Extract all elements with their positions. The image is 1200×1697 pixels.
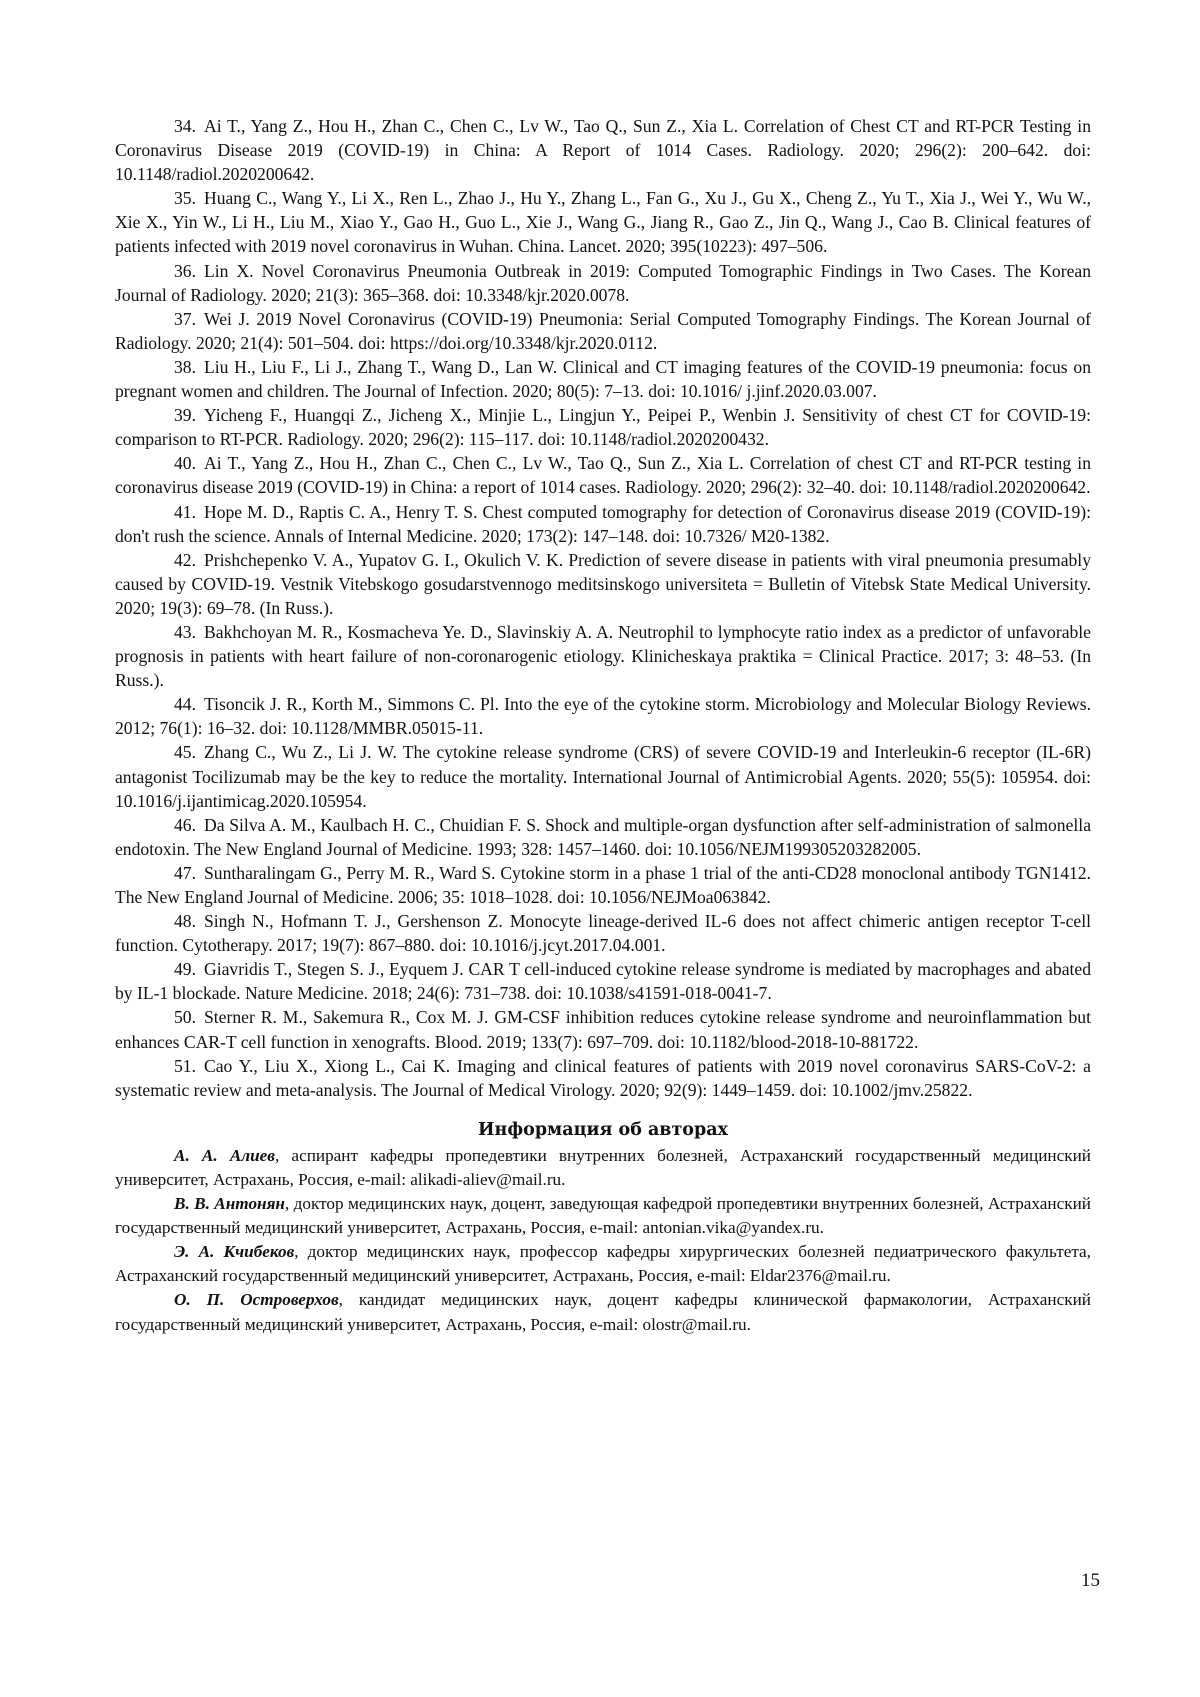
- reference-item: [115, 548, 1091, 620]
- reference-number: 37.: [174, 308, 196, 329]
- reference-list: [115, 114, 1091, 1102]
- reference-item: [115, 620, 1091, 692]
- reference-text: Singh N., Hofmann T. J., Gershenson Z. Monocyte lineage-derived IL-6 does not affect chimeric antigen receptor T-cell function. Cytotherapy. 2017; 19(7): 867–880. doi: 10.1016/j.jcyt.2017.04.001.: [115, 911, 1091, 956]
- author-details: , кандидат медицинских наук, доцент кафедры клинической фармакологии, Астраханский государственный медицинский университет, Астрахань, Россия, e-mail: olostr@mail.ru.: [115, 1290, 1091, 1334]
- reference-number: 46.: [174, 814, 196, 835]
- reference-text: Ai T., Yang Z., Hou H., Zhan C., Chen C., Lv W., Tao Q., Sun Z., Xia L. Correlation of chest CT and RT-PCR testing in coronavirus disease 2019 (COVID-19) in China: a report of 1014 cases. Radiology. 2020; 296(2): 32–40. doi: 10.1148/radiol.2020200642.: [115, 453, 1091, 498]
- reference-text: Ai T., Yang Z., Hou H., Zhan C., Chen C., Lv W., Tao Q., Sun Z., Xia L. Correlation of Chest CT and RT-PCR Testing in Coronavirus Disease 2019 (COVID-19) in China: A Report of 1014 Cases. Radiology. 2020; 296(2): 200–642. doi: 10.1148/radiol.2020200642.: [115, 116, 1091, 185]
- author-details: , доктор медицинских наук, доцент, заведующая кафедрой пропедевтики внутренних болезней, Астраханский государственный медицинский университет, Астрахань, Россия, e-mail: antonian.vika@yandex.ru.: [115, 1194, 1092, 1238]
- reference-item: [115, 403, 1091, 451]
- authors-heading: Информация об авторах: [478, 1119, 728, 1140]
- reference-item: [115, 1054, 1091, 1102]
- reference-item: [115, 957, 1091, 1005]
- reference-number: 38.: [174, 356, 196, 377]
- page-content: [115, 114, 1091, 1337]
- reference-item: [115, 307, 1091, 355]
- author-item: [115, 1192, 1091, 1240]
- author-name: А. А. Алиев: [174, 1145, 275, 1165]
- author-name: Э. А. Кчибеков: [174, 1242, 295, 1262]
- reference-number: 48.: [174, 911, 196, 932]
- page-number: 15: [1081, 1570, 1100, 1591]
- reference-item: [115, 909, 1091, 957]
- reference-item: [115, 186, 1091, 258]
- reference-item: [115, 451, 1091, 499]
- reference-number: 42.: [174, 549, 196, 570]
- reference-number: 49.: [174, 959, 196, 980]
- reference-item: [115, 692, 1091, 740]
- author-name: В. В. Антонян: [174, 1194, 285, 1214]
- reference-number: 36.: [174, 260, 196, 281]
- author-item: [115, 1240, 1091, 1288]
- reference-text: Liu H., Liu F., Li J., Zhang T., Wang D., Lan W. Clinical and CT imaging features of the COVID-19 pneumonia: focus on pregnant women and children. The Journal of Infection. 2020; 80(5): 7–13. doi: 10.1016/ j.jinf.2020.03.007.: [115, 356, 1091, 402]
- reference-text: Prishchepenko V. A., Yupatov G. I., Okulich V. K. Prediction of severe disease in patients with viral pneumonia presumably caused by COVID-19. Vestnik Vitebskogo gosudarstvennogo meditsinskogo universiteta = Bulletin of Vitebsk State Medical University. 2020; 19(3): 69–78. (In Russ.).: [115, 549, 1091, 618]
- reference-text: Hope M. D., Raptis C. A., Henry T. S. Chest computed tomography for detection of Coronavirus disease 2019 (COVID-19): don't rush the science. Annals of Internal Medicine. 2020; 173(2): 147–148. doi: 10.7326/ M20-1382.: [115, 501, 1091, 546]
- reference-number: 35.: [174, 188, 196, 209]
- reference-item: [115, 861, 1091, 909]
- reference-text: Tisoncik J. R., Korth M., Simmons C. Pl. Into the eye of the cytokine storm. Microbiology and Molecular Biology Reviews. 2012; 76(1): 16–32. doi: 10.1128/MMBR.05015-11.: [115, 694, 1091, 739]
- reference-number: 50.: [174, 1007, 196, 1028]
- reference-number: 40.: [174, 453, 196, 474]
- reference-item: [115, 114, 1091, 186]
- reference-text: Da Silva A. M., Kaulbach H. C., Chuidian F. S. Shock and multiple-organ dysfunction after self-administration of salmonella endotoxin. The New England Journal of Medicine. 1993; 328: 1457–1460. doi: 10.1056/NEJM199305203282005.: [115, 814, 1091, 859]
- author-details: , аспирант кафедры пропедевтики внутренних болезней, Астраханский государственный медицинский университет, Астрахань, Россия, e-mail: alikadi-aliev@mail.ru.: [115, 1145, 1091, 1189]
- reference-text: Giavridis T., Stegen S. J., Eyquem J. CAR T cell-induced cytokine release syndrome is mediated by macrophages and abated by IL-1 blockade. Nature Medicine. 2018; 24(6): 731–738. doi: 10.1038/s41591-018-0041-7.: [115, 959, 1091, 1004]
- author-item: [115, 1144, 1091, 1192]
- reference-text: Wei J. 2019 Novel Coronavirus (COVID-19) Pneumonia: Serial Computed Tomography Findings. The Korean Journal of Radiology. 2020; 21(4): 501–504. doi: https://doi.org/10.3348/kjr.2020.0112.: [115, 308, 1091, 353]
- reference-item: [115, 355, 1091, 403]
- reference-number: 45.: [174, 742, 196, 763]
- reference-text: Cao Y., Liu X., Xiong L., Cai K. Imaging and clinical features of patients with 2019 novel coronavirus SARS-CoV-2: a systematic review and meta-analysis. The Journal of Medical Virology. 2020; 92(9): 1449–1459. doi: 10.1002/jmv.25822.: [115, 1055, 1091, 1100]
- author-list: [115, 1144, 1091, 1337]
- reference-text: Huang C., Wang Y., Li X., Ren L., Zhao J., Hu Y., Zhang L., Fan G., Xu J., Gu X., Cheng Z., Yu T., Xia J., Wei Y., Wu W., Xie X., Yin W., Li H., Liu M., Xiao Y., Gao H., Guo L., Xie J., Wang G., Jiang R., Gao Z., Jin Q., Wang J., Cao B. Clinical features of patients infected with 2019 novel coronavirus in Wuhan. China. Lancet. 2020; 395(10223): 497–506.: [115, 188, 1091, 257]
- reference-text: Lin X. Novel Coronavirus Pneumonia Outbreak in 2019: Computed Tomographic Findings in Two Cases. The Korean Journal of Radiology. 2020; 21(3): 365–368. doi: 10.3348/kjr.2020.0078.: [115, 260, 1091, 305]
- author-item: [115, 1288, 1091, 1336]
- reference-text: Zhang C., Wu Z., Li J. W. The cytokine release syndrome (CRS) of severe COVID-19 and Interleukin-6 receptor (IL-6R) antagonist Tocilizumab may be the key to reduce the mortality. International Journal of Antimicrobial Agents. 2020; 55(5): 105954. doi: 10.1016/j.ijantimicag.2020.105954.: [115, 742, 1091, 811]
- reference-item: [115, 500, 1091, 548]
- reference-text: Suntharalingam G., Perry M. R., Ward S. Cytokine storm in a phase 1 trial of the anti-CD28 monoclonal antibody TGN1412. The New England Journal of Medicine. 2006; 35: 1018–1028. doi: 10.1056/NEJMoa063842.: [115, 862, 1091, 907]
- reference-text: Sterner R. M., Sakemura R., Cox M. J. GM-CSF inhibition reduces cytokine release syndrome and neuroinflammation but enhances CAR-T cell function in xenografts. Blood. 2019; 133(7): 697–709. doi: 10.1182/blood-2018-10-881722.: [115, 1007, 1091, 1052]
- reference-text: Bakhchoyan M. R., Kosmacheva Ye. D., Slavinskiy A. A. Neutrophil to lymphocyte ratio index as a predictor of unfavorable prognosis in patients with heart failure of non-coronarogenic etiology. Klinicheskaya praktika = Clinical Practice. 2017; 3: 48–53. (In Russ.).: [115, 621, 1091, 691]
- reference-text: Yicheng F., Huangqi Z., Jicheng X., Minjie L., Lingjun Y., Peipei P., Wenbin J. Sensitivity of chest CT for COVID-19: comparison to RT-PCR. Radiology. 2020; 296(2): 115–117. doi: 10.1148/radiol.2020200432.: [115, 405, 1091, 450]
- reference-item: [115, 259, 1091, 307]
- reference-number: 34.: [174, 116, 196, 136]
- reference-item: [115, 740, 1091, 812]
- author-name: О. П. Островерхов: [174, 1290, 339, 1310]
- reference-item: [115, 813, 1091, 861]
- reference-item: [115, 1005, 1091, 1053]
- reference-number: 47.: [174, 862, 196, 883]
- reference-number: 41.: [174, 501, 196, 522]
- reference-number: 44.: [174, 694, 196, 715]
- reference-number: 39.: [174, 405, 196, 426]
- author-details: , доктор медицинских наук, профессор кафедры хирургических болезней педиатрического факультета, Астраханский государственный медицинский университет, Астрахань, Россия, e-mail: Eldar2376@mail.ru.: [115, 1242, 1091, 1286]
- reference-number: 43.: [174, 621, 196, 642]
- reference-number: 51.: [174, 1055, 196, 1076]
